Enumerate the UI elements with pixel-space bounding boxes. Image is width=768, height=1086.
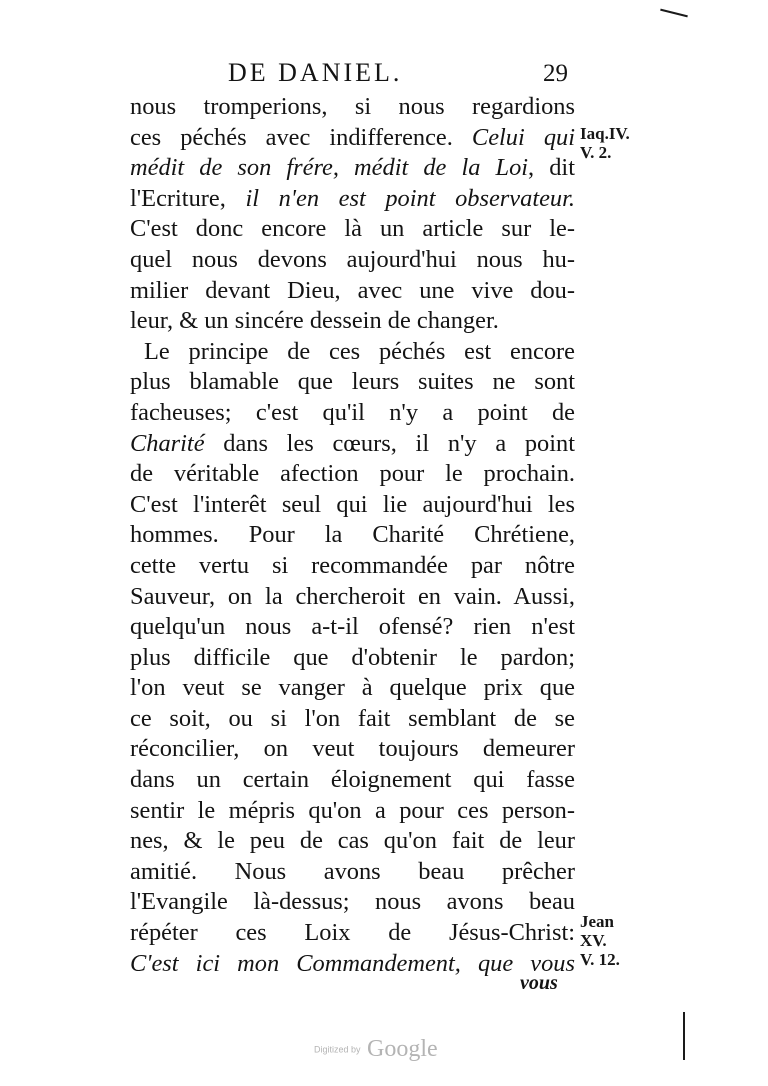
text-line: médit de son frére, médit de la Loi, dit: [130, 154, 575, 182]
running-head: [200, 58, 580, 94]
margin-reference-john: [580, 912, 620, 969]
text-line: plus blamable que leurs suites ne sont: [130, 368, 575, 396]
text-line: de véritable afection pour le prochain.: [130, 460, 575, 488]
margin-reference-line: V. 12.: [580, 950, 620, 969]
page-number: 29: [543, 60, 568, 87]
text-line: C'est l'interêt seul qui lie aujourd'hui les: [130, 490, 575, 518]
margin-reference-line: Jean: [580, 912, 614, 931]
margin-reference-line: V. 2.: [580, 143, 612, 162]
text-line: l'Ecriture, il n'en est point observateur.: [130, 184, 576, 212]
text-line: leur, & un sincére dessein de changer.: [130, 307, 499, 335]
body-text: [130, 92, 575, 979]
scan-edge-mark-right: [683, 1012, 685, 1060]
text-line: C'est donc encore là un article sur le-: [130, 215, 575, 243]
running-title: DE DANIEL.: [228, 58, 403, 87]
text-line: plus difficile que d'obtenir le pardon;: [130, 643, 575, 671]
text-line: nes, & le peu de cas qu'on fait de leur: [130, 827, 575, 855]
text-line: cette vertu si recommandée par nôtre: [130, 551, 575, 579]
text-line: amitié. Nous avons beau prêcher: [130, 857, 575, 885]
text-line: dans un certain éloignement qui fasse: [130, 766, 575, 794]
text-line: ce soit, ou si l'on fait semblant de se: [130, 704, 575, 732]
margin-reference-line: Iaq.IV.: [580, 124, 630, 143]
scan-edge-mark: [660, 9, 688, 18]
text-line: Le principe de ces péchés est encore: [144, 337, 575, 365]
text-line: C'est ici mon Commandement, que vous: [130, 949, 575, 977]
text-line: sentir le mépris qu'on a pour ces person-: [130, 796, 575, 824]
text-line: ces péchés avec indifference. Celui qui: [130, 123, 575, 151]
text-line: l'on veut se vanger à quelque prix que: [130, 674, 575, 702]
digitization-watermark: [314, 1036, 438, 1063]
text-line: quel nous devons aujourd'hui nous hu-: [130, 245, 575, 273]
text-line: Sauveur, on la chercheroit en vain. Aussi,: [130, 582, 575, 610]
margin-reference-line: XV.: [580, 931, 607, 950]
margin-reference-james: [580, 124, 630, 162]
text-line: répéter ces Loix de Jésus-Christ:: [130, 919, 575, 947]
text-line: quelqu'un nous a-t-il ofensé? rien n'est: [130, 613, 575, 641]
watermark-prefix: Digitized by: [314, 1044, 361, 1055]
text-line: facheuses; c'est qu'il n'y a point de: [130, 398, 575, 426]
text-line: réconcilier, on veut toujours demeurer: [130, 735, 575, 763]
text-line: nous tromperions, si nous regardions: [130, 93, 575, 120]
catchword: vous: [520, 972, 558, 994]
watermark-logo: Google: [366, 1036, 438, 1062]
text-line: l'Evangile là-dessus; nous avons beau: [130, 888, 575, 916]
text-line: Charité dans les cœurs, il n'y a point: [130, 429, 575, 457]
text-line: milier devant Dieu, avec une vive dou-: [130, 276, 575, 304]
text-line: hommes. Pour la Charité Chrétiene,: [130, 521, 575, 549]
